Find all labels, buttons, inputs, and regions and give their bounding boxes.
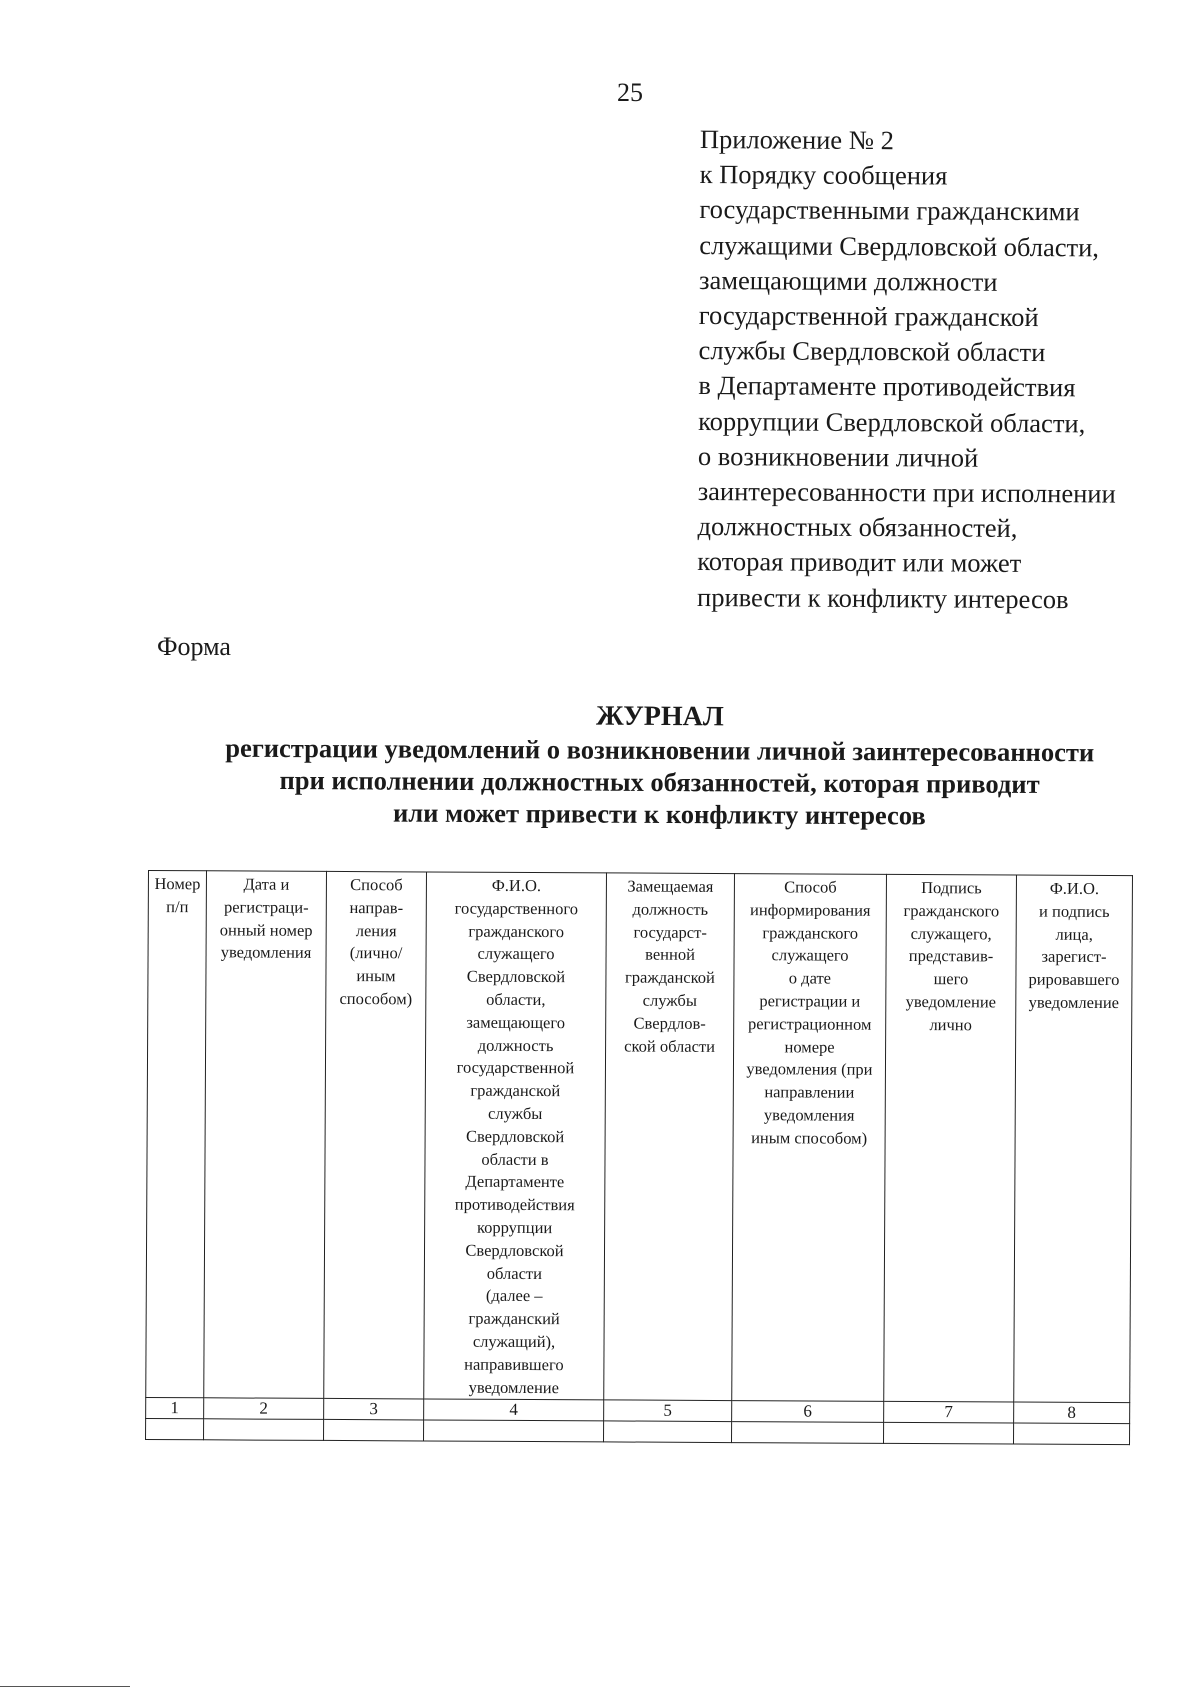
page-number: 25 [617, 78, 643, 107]
appendix-line: должностных обязанностей, [697, 511, 1018, 544]
table-cell [604, 1421, 732, 1443]
column-number: 8 [1014, 1402, 1130, 1424]
column-header-line: (далее – [485, 1286, 543, 1306]
appendix-line: в Департаменте противодействия [698, 370, 1076, 403]
column-header-line: уведомления [220, 942, 312, 963]
appendix-line: служащими Свердловской области, [699, 229, 1100, 263]
column-header [1014, 875, 1133, 1403]
column-header-line: противодействия [454, 1194, 575, 1215]
column-header-line: службы [642, 990, 697, 1010]
column-header-line: венной [645, 944, 695, 965]
appendix-line: которая приводит или может [697, 546, 1022, 579]
column-header-line: зарегист- [1041, 947, 1107, 967]
column-header-line: области [486, 1263, 543, 1283]
column-header-line: гражданский [468, 1308, 560, 1329]
column-header-line: лица, [1055, 924, 1093, 944]
column-header-line: направ- [349, 897, 404, 918]
journal-title [179, 697, 1140, 832]
journal-title-line: регистрации уведомлений о возникновении личной заинтересованности [225, 732, 1095, 768]
column-header-line: гражданской [624, 967, 715, 988]
column-header [884, 874, 1017, 1402]
appendix-line: службы Свердловской области [698, 335, 1046, 368]
column-header [324, 871, 427, 1399]
appendix-line: коррупции Свердловской области, [698, 405, 1086, 438]
column-header-line: способом) [339, 988, 413, 1009]
table-cell [732, 1422, 884, 1444]
appendix-line: заинтересованности при исполнении [697, 476, 1116, 509]
column-header-line: гражданского [903, 900, 1000, 921]
table-cell [884, 1423, 1014, 1445]
column-header-line: Замещаемая [627, 876, 714, 896]
column-header-line: направлении [764, 1082, 855, 1102]
column-number: 3 [324, 1399, 424, 1421]
appendix-line: государственными гражданскими [699, 194, 1080, 227]
column-header-line: должность [632, 899, 709, 919]
column-header-line: области, [486, 989, 546, 1010]
column-header-line: ления [355, 920, 397, 940]
appendix-block [697, 122, 1170, 618]
column-number: 7 [884, 1402, 1014, 1424]
column-header-line: Дата и [243, 874, 290, 894]
column-header-line: иным способом) [751, 1127, 868, 1148]
column-header-line: служащего [771, 945, 849, 966]
column-header-line: онный номер [219, 919, 313, 940]
table-cell [146, 1419, 204, 1440]
column-number: 6 [732, 1401, 884, 1423]
column-header-line: шего [933, 969, 969, 989]
column-header-line: направившего [464, 1354, 564, 1374]
column-header-line: Свердловской [465, 1126, 565, 1146]
column-header-line: номере [784, 1036, 835, 1057]
column-header-line: службы [488, 1103, 543, 1124]
column-header-line: уведомление [905, 991, 997, 1012]
column-header-line: (лично/ [349, 943, 403, 963]
column-header-line: о дате [788, 968, 832, 988]
column-header-line: уведомления (при [746, 1059, 873, 1080]
column-number: 4 [424, 1399, 604, 1421]
table-header-row [146, 871, 1133, 1403]
table-cell [424, 1420, 604, 1442]
column-header-line: гражданского [762, 922, 859, 943]
journal-title-line: или может привести к конфликту интересов [392, 797, 926, 831]
column-header-line: Ф.И.О. [491, 875, 542, 896]
column-header-line: регистрации и [759, 991, 861, 1011]
column-header-line: коррупции [476, 1217, 553, 1238]
column-header-line: Департаменте [465, 1172, 565, 1192]
column-header-line: представив- [908, 946, 994, 966]
column-header-line: уведомления [763, 1105, 855, 1125]
appendix-line: Приложение № 2 [699, 123, 894, 156]
column-header-line: служащего, [910, 923, 992, 944]
column-header-line: Способ [350, 875, 403, 895]
column-header-line: Номер [154, 874, 201, 894]
column-header-line: служащий), [472, 1331, 556, 1352]
table-cell [204, 1419, 324, 1441]
column-header-line: замещающего [466, 1012, 566, 1032]
appendix-line: привести к конфликту интересов [697, 581, 1069, 614]
table-cell [324, 1420, 424, 1442]
column-header-line: регистрационном [747, 1013, 872, 1034]
column-header-line: Ф.И.О. [1049, 878, 1100, 898]
column-number: 1 [146, 1398, 204, 1419]
column-header-line: служащего [477, 944, 555, 964]
appendix-line: замещающими должности [698, 264, 998, 297]
column-header-line: области в [481, 1149, 549, 1169]
column-header-line: рировавшего [1028, 969, 1120, 990]
appendix-line: к Порядку сообщения [699, 159, 948, 191]
appendix-line: о возникновении личной [697, 440, 979, 473]
column-header-line: государст- [633, 922, 707, 942]
column-header-line: Свердлов- [633, 1013, 706, 1033]
column-header-line: уведомление [468, 1377, 560, 1397]
column-header [204, 871, 327, 1399]
column-header-line: гражданской [470, 1080, 561, 1101]
column-header [732, 874, 887, 1402]
column-header-line: иным [356, 966, 396, 986]
column-header-line: п/п [166, 896, 189, 917]
register-table [145, 870, 1133, 1445]
column-header [424, 872, 607, 1400]
column-header-line: гражданского [468, 921, 565, 941]
column-header-line: государственной [456, 1057, 575, 1078]
column-header-line: лично [929, 1014, 972, 1035]
column-header-line: уведомление [1028, 992, 1120, 1013]
column-header-line: и подпись [1039, 901, 1110, 921]
footnote-rule [0, 1686, 130, 1687]
column-header-line: регистраци- [223, 897, 309, 917]
column-header-line: Способ [784, 877, 837, 897]
appendix-line: государственной гражданской [698, 300, 1039, 333]
journal-title-main: ЖУРНАЛ [595, 700, 724, 733]
column-header-line: Подпись [921, 878, 982, 898]
column-header-line: Свердловской [465, 1240, 564, 1260]
column-header-line: должность [477, 1035, 554, 1055]
column-header [146, 871, 207, 1399]
column-header-line: государственного [454, 898, 579, 919]
column-header-line: Свердловской [466, 966, 566, 987]
column-header-line: ской области [624, 1036, 716, 1056]
journal-title-line: при исполнении должностных обязанностей, которая приводит [279, 765, 1040, 799]
table-cell [1014, 1423, 1130, 1445]
column-number: 5 [604, 1400, 732, 1422]
column-header-line: информирования [749, 899, 871, 920]
table-row [146, 1419, 1130, 1445]
column-number: 2 [204, 1398, 324, 1420]
form-label: Форма [157, 632, 231, 661]
column-header [604, 873, 735, 1401]
